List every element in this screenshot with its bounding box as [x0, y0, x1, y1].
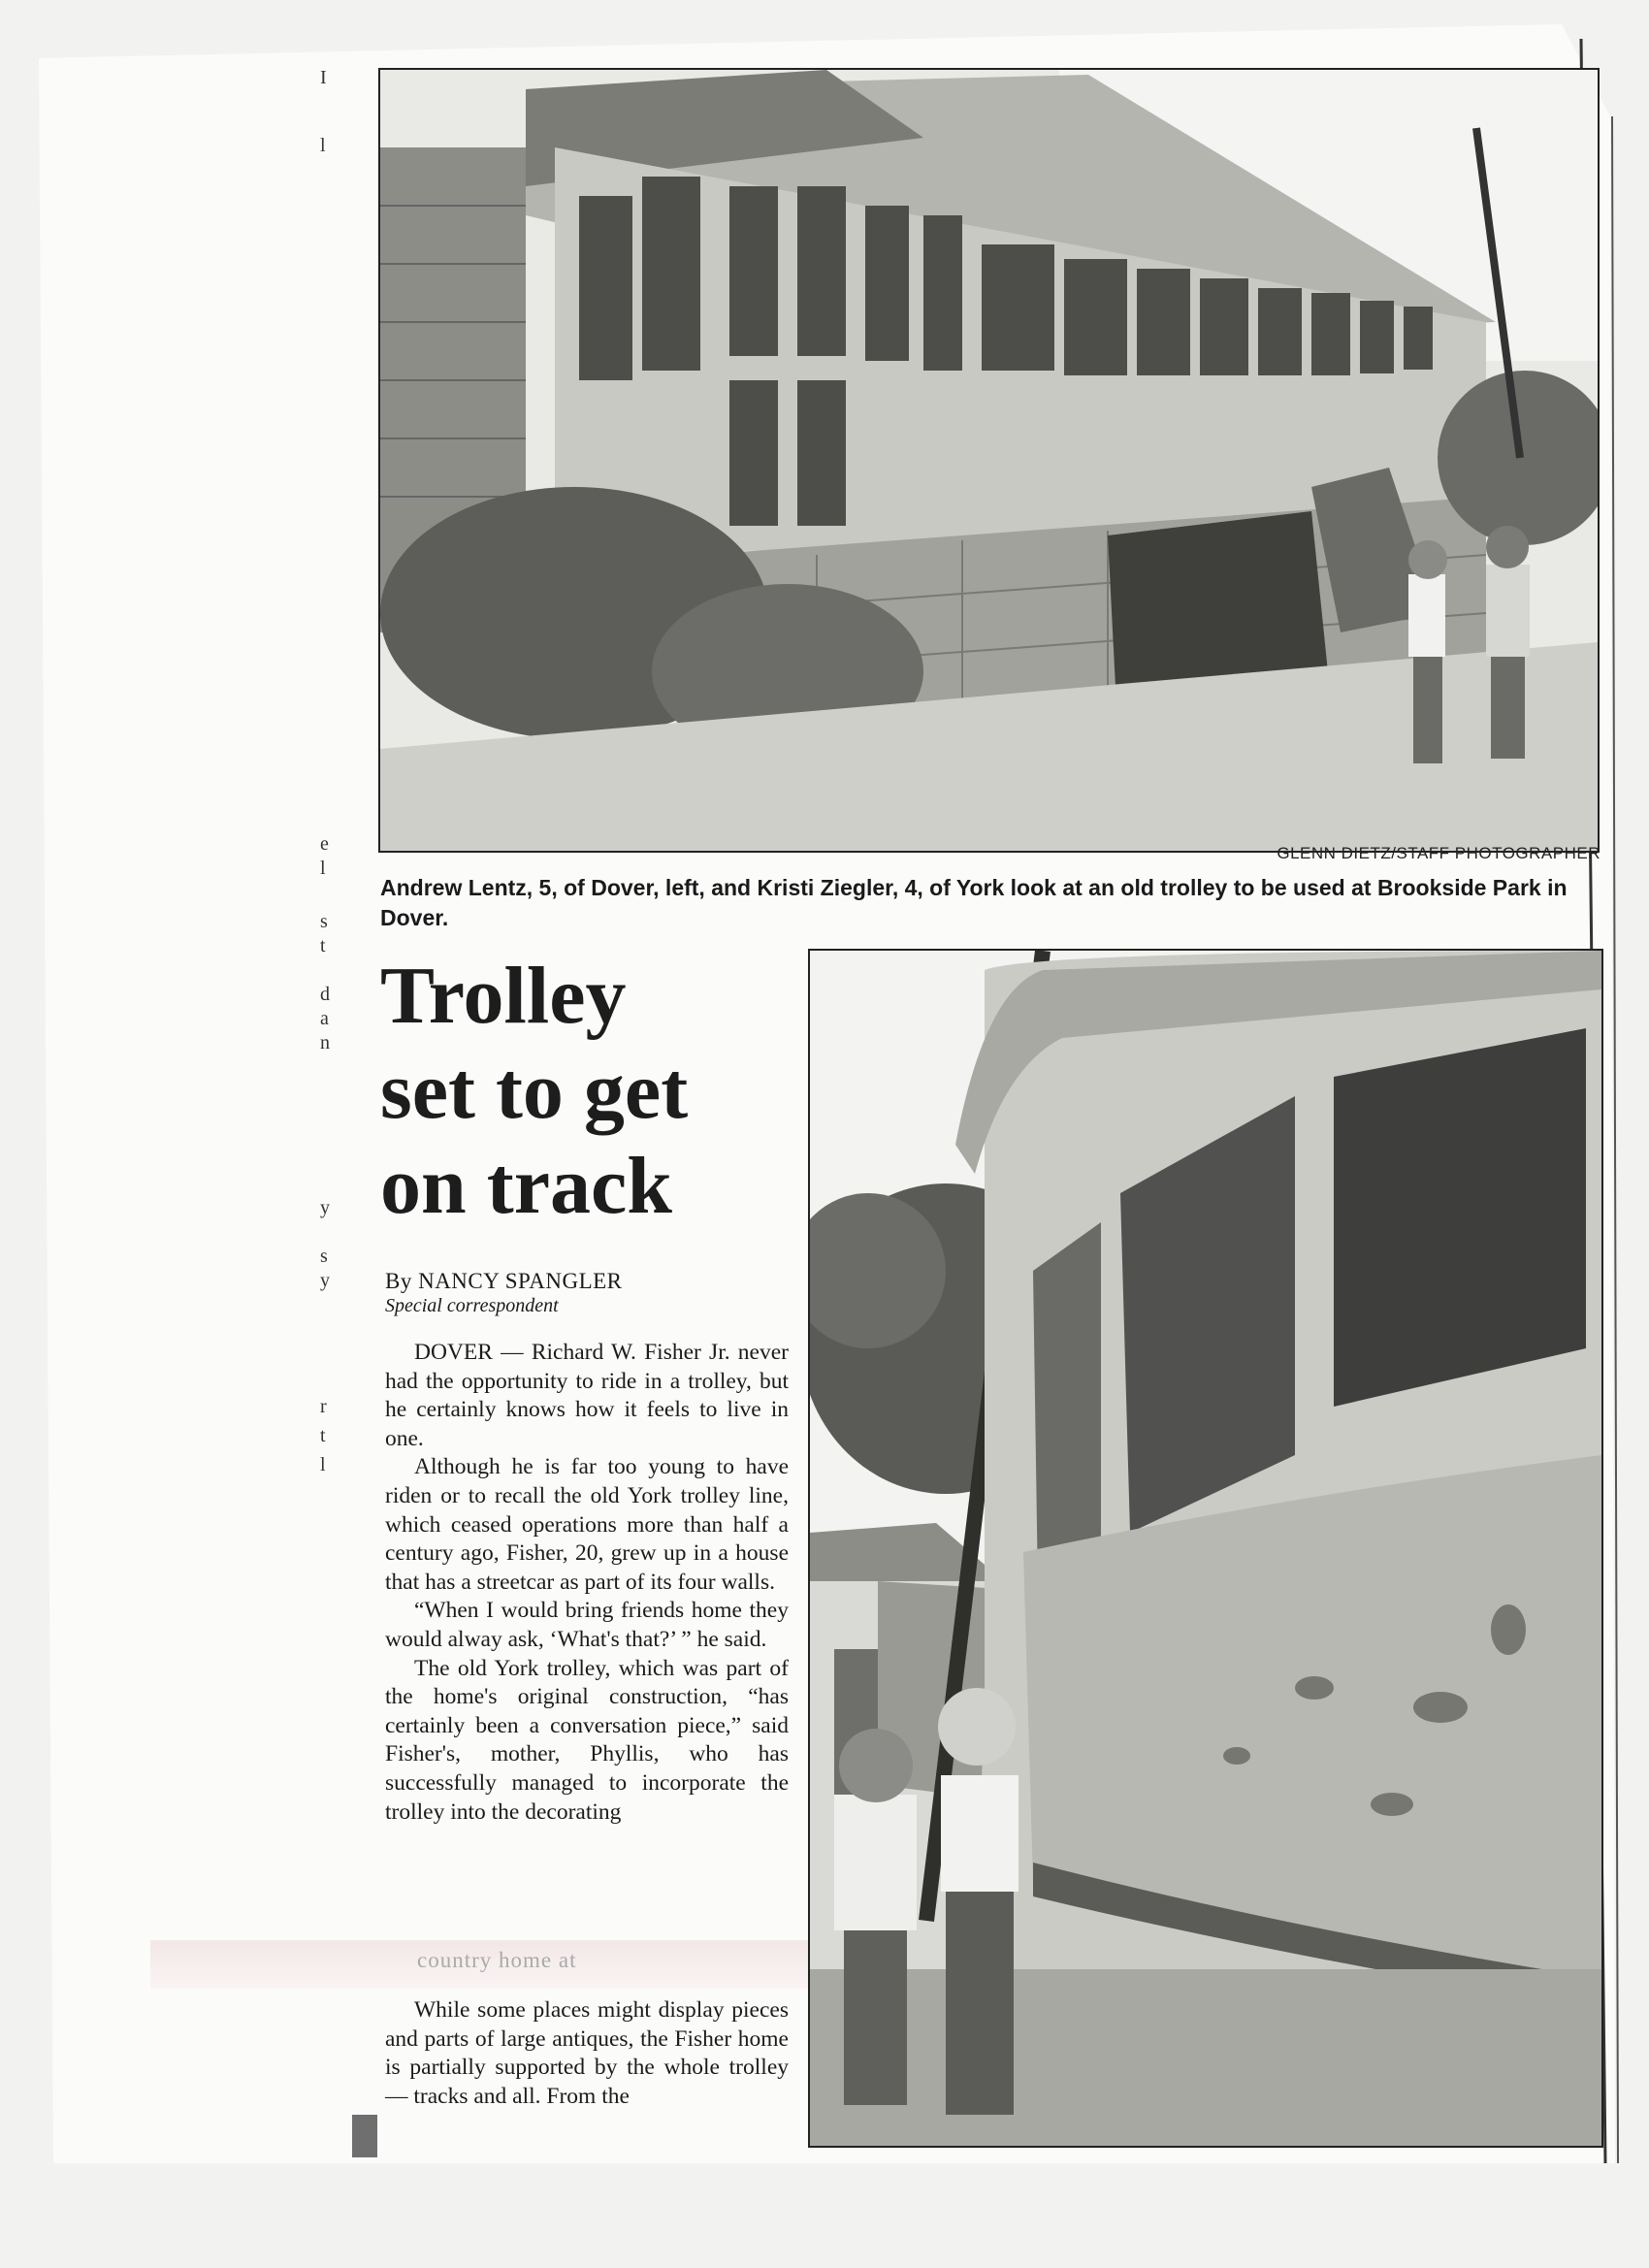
article-headline	[380, 949, 797, 1234]
fragment: s	[320, 1246, 328, 1267]
article-paragraph: “When I would bring friends home they would alway ask, ‘What's that?’ ” he said.	[385, 1598, 789, 1652]
trolley-closeup-photo	[808, 949, 1603, 2148]
fragment: y	[320, 1197, 330, 1218]
fragment: l	[320, 135, 326, 156]
fragment: l	[320, 1454, 326, 1475]
article-body-continued	[385, 1996, 789, 2111]
fragment: t	[320, 935, 326, 956]
fragment: n	[320, 1032, 330, 1053]
obscured-line: country home at	[417, 1948, 577, 1972]
headline-line: Trolley	[380, 951, 627, 1041]
fragment: s	[320, 911, 328, 932]
article-paragraph: The old York trolley, which was part of the home's original construction, “has certainly been a conversation piece,” said Fisher's, mother, Phyllis, who has successfully managed to incorporate the trolley into the decorating	[385, 1655, 789, 1825]
byline-author: By NANCY SPANGLER	[385, 1269, 623, 1293]
fragment: t	[320, 1425, 326, 1446]
byline-role: Special correspondent	[385, 1295, 559, 1316]
fragment: a	[320, 1008, 329, 1029]
fragment: d	[320, 984, 330, 1005]
fragment: I	[320, 67, 327, 88]
photo-caption: Andrew Lentz, 5, of Dover, left, and Kristi Ziegler, 4, of York look at an old trolley to be used at Brookside Park in Dover.	[380, 875, 1568, 930]
clipping-edge-mark	[352, 2115, 377, 2157]
fragment: e	[320, 833, 329, 855]
article-paragraph: DOVER — Richard W. Fisher Jr. never had the opportunity to ride in a trolley, but he certainly knows how it feels to live in one.	[385, 1340, 789, 1451]
trolley-house-photo	[378, 68, 1600, 853]
article-body	[385, 1339, 789, 1827]
fragment: y	[320, 1270, 330, 1291]
article-paragraph: While some places might display pieces and parts of large antiques, the Fisher home is partially supported by the whole trolley — tracks and all. From the	[385, 1997, 789, 2109]
fragment: r	[320, 1396, 327, 1417]
headline-line: on track	[380, 1141, 672, 1231]
headline-line: set to get	[380, 1046, 689, 1136]
adjacent-column-fragments	[320, 58, 359, 1475]
fragment: l	[320, 858, 326, 879]
photo-credit: GLENN DIETZ/STAFF PHOTOGRAPHER	[1277, 844, 1600, 862]
byline	[385, 1269, 792, 1317]
article-paragraph: Although he is far too young to have riden or to recall the old York trolley line, which ceased operations more than half a century ago, Fisher, 20, grew up in a house that has a streetcar as part of its four walls.	[385, 1454, 789, 1595]
